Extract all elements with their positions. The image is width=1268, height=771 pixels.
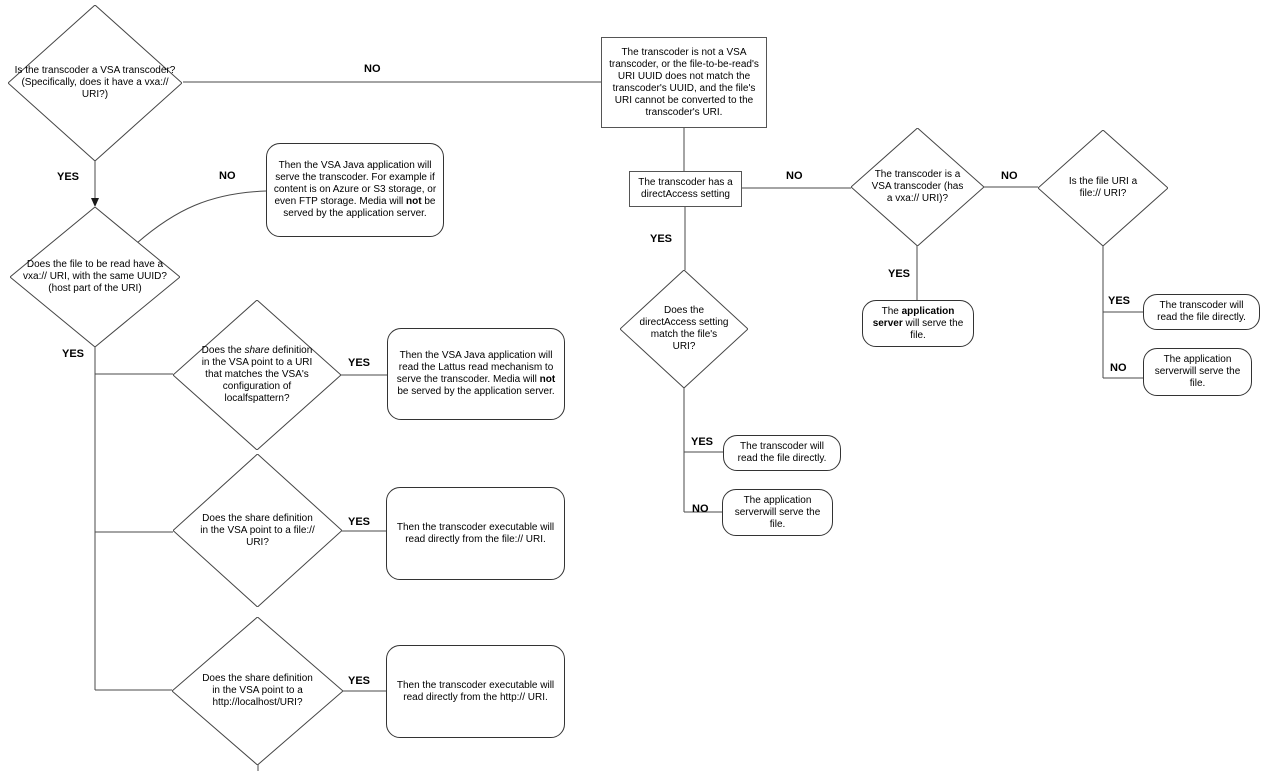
label-r2-no: NO	[786, 170, 803, 182]
decision-text: Is the file URI a file:// URI?	[1068, 176, 1138, 199]
state-text: The transcoder has a directAccess setting	[638, 177, 733, 200]
decision-share-is-file-uri	[173, 454, 342, 607]
decision-text: Does the directAccess setting match the file's URI?	[639, 305, 729, 352]
result-transcoder-reads-directly-right	[1143, 294, 1260, 330]
result-text: The application serverwill serve the file.	[1154, 354, 1241, 389]
label-d3-yes: YES	[348, 357, 371, 369]
decision-text: The transcoder is a VSA transcoder (has a vxa:// URI)?	[871, 169, 964, 204]
label-d1-yes: YES	[57, 171, 80, 183]
result-text: The application serverwill serve the file.	[734, 494, 821, 530]
label-d6-yes: YES	[691, 436, 714, 448]
label-r2-yes: YES	[650, 233, 673, 245]
decision-text: Does the file to be read have a vxa:// URI, with the same UUID? (host part of the URI)	[23, 259, 167, 294]
result-text: Then the VSA Java application will read the Lattus read mechanism to serve the transcoder. Media will not be served by the application server.	[396, 350, 556, 397]
label-d2-no: NO	[219, 170, 236, 182]
label-d1-no: NO	[364, 63, 381, 75]
label-d5-yes: YES	[348, 675, 371, 687]
decision-directaccess-matches-uri	[620, 270, 748, 388]
label-d6-no: NO	[692, 503, 709, 515]
decision-text: Does the share definition in the VSA point to a URI that matches the VSA's configuration of localfspattern?	[201, 345, 313, 404]
decision-share-is-http-localhost-uri	[172, 617, 343, 765]
state-not-vsa-transcoder	[601, 37, 767, 128]
result-transcoder-reads-directly-mid	[723, 435, 841, 471]
label-d8-no: NO	[1110, 362, 1127, 374]
result-executable-reads-http-uri	[386, 645, 565, 738]
label-d7-yes: YES	[888, 268, 911, 280]
state-text: The transcoder is not a VSA transcoder, or the file-to-be-read's URI UUID does not match the transcoder's UUID, and the file's URI cannot be converted to the transcoder's URI.	[609, 46, 759, 118]
decision-file-has-vxa-uri	[10, 207, 180, 347]
result-text: Then the transcoder executable will read directly from the http:// URI.	[396, 679, 555, 703]
decision-text: Is the transcoder a VSA transcoder? (Specifically, does it have a vxa:// URI?)	[14, 65, 176, 100]
label-d2-yes: YES	[62, 348, 85, 360]
decision-is-vsa-transcoder	[8, 5, 182, 161]
label-d8-yes: YES	[1108, 295, 1131, 307]
decision-share-matches-localfspattern	[173, 300, 341, 450]
decision-file-uri-is-file-scheme	[1038, 130, 1168, 246]
result-app-server-serves-vsa	[862, 300, 974, 347]
result-executable-reads-file-uri	[386, 487, 565, 580]
result-text: The transcoder will read the file directly.	[737, 441, 827, 464]
label-d4-yes: YES	[348, 516, 371, 528]
state-has-directaccess-setting	[629, 171, 742, 207]
arrowhead-d1-yes	[91, 198, 99, 207]
result-text: The transcoder will read the file directly.	[1157, 300, 1246, 323]
result-app-server-serves-right	[1143, 348, 1252, 396]
result-text: Then the transcoder executable will read directly from the file:// URI.	[396, 521, 555, 545]
decision-text: Does the share definition in the VSA point to a file:// URI?	[200, 512, 315, 548]
decision-text: Does the share definition in the VSA point to a http://localhost/URI?	[202, 673, 313, 708]
decision-transcoder-is-vsa	[851, 128, 984, 246]
result-app-server-serves-mid	[722, 489, 833, 536]
result-vsa-java-lattus-read	[387, 328, 565, 420]
label-d7-no: NO	[1001, 170, 1018, 182]
result-text: The application server will serve the file.	[872, 305, 964, 341]
result-vsa-java-serves-transcoder	[266, 143, 444, 237]
result-text: Then the VSA Java application will serve the transcoder. For example if content is on Azure or S3 storage, or even FTP storage. Media will not be served by the application server.	[273, 160, 437, 219]
